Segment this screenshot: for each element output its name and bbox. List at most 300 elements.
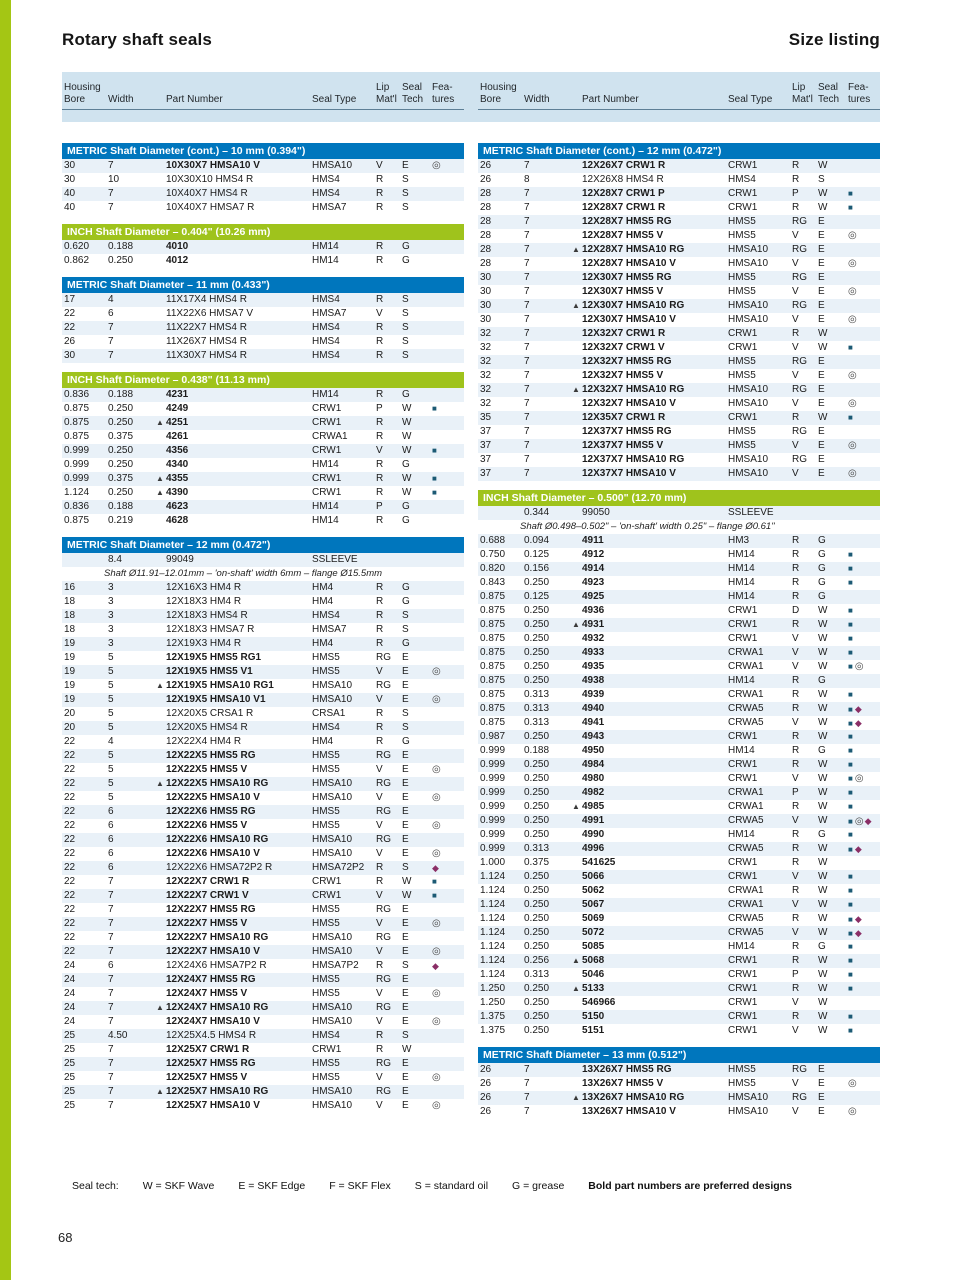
cell-lip: V: [792, 342, 799, 353]
table-row: [62, 240, 464, 254]
cell-part: [572, 660, 728, 674]
part-number: 5151: [582, 1025, 605, 1036]
feature-square-icon: ■: [848, 970, 853, 979]
table-row: [62, 959, 464, 973]
cell-tech: W: [818, 815, 828, 826]
cell-type: HMSA10: [728, 398, 769, 409]
column-header-bore: Housing Bore: [64, 82, 101, 105]
part-number: 11X22X6 HMSA7 V: [166, 308, 254, 319]
cell-width: 0.250: [524, 633, 550, 644]
cell-type: CRSA1: [312, 708, 346, 719]
cell-part: [156, 1071, 312, 1085]
table-row: [478, 870, 880, 884]
cell-bore: 30: [480, 286, 492, 297]
part-number: 546966: [582, 997, 616, 1008]
table-row: [62, 458, 464, 472]
cell-lip: RG: [376, 904, 391, 915]
cell-type: HMSA10: [312, 1016, 353, 1027]
part-number: 12X20X5 CRSA1 R: [166, 708, 254, 719]
cell-feat: [432, 777, 464, 791]
cell-part: [156, 472, 312, 486]
cell-bore: 1.375: [480, 1025, 506, 1036]
feature-square-icon: ■: [848, 956, 853, 965]
cell-width: 0.250: [108, 445, 134, 456]
part-number: 4933: [582, 647, 605, 658]
cell-bore: 0.862: [64, 255, 90, 266]
table-row: [478, 215, 880, 229]
cell-feat: [432, 637, 464, 651]
part-number: 12X32X7 HMS5 V: [582, 370, 664, 381]
cell-part: [156, 721, 312, 735]
cell-lip: V: [792, 661, 799, 672]
feature-double-circle-icon: ◎: [848, 370, 857, 381]
cell-bore: 22: [64, 904, 76, 915]
feature-double-circle-icon: ◎: [432, 988, 441, 999]
cell-part: [156, 707, 312, 721]
cell-bore: 0.688: [480, 535, 506, 546]
cell-width: 7: [108, 188, 114, 199]
cell-part: [156, 1001, 312, 1015]
cell-lip: V: [792, 815, 799, 826]
cell-type: CRW1: [728, 773, 758, 784]
part-number: 4950: [582, 745, 605, 756]
cell-tech: W: [818, 773, 828, 784]
cell-feat: [432, 917, 464, 931]
cell-bore: 28: [480, 230, 492, 241]
cell-bore: 28: [480, 258, 492, 269]
cell-feat: [432, 187, 464, 201]
cell-lip: RG: [376, 1002, 391, 1013]
cell-lip: R: [376, 610, 384, 621]
cell-feat: [432, 307, 464, 321]
cell-tech: S: [402, 862, 409, 873]
cell-feat: [432, 945, 464, 959]
cell-feat: [848, 996, 880, 1010]
cell-width: 7: [524, 328, 530, 339]
cell-tech: W: [402, 445, 412, 456]
cell-tech: E: [818, 398, 825, 409]
cell-type: CRW1: [728, 160, 758, 171]
cell-lip: V: [792, 871, 799, 882]
part-number: 12X25X7 HMS5 RG: [166, 1058, 256, 1069]
table-row: [478, 940, 880, 954]
cell-lip: R: [376, 876, 384, 887]
section-header-metric: METRIC Shaft Diameter – 11 mm (0.433"): [62, 277, 464, 293]
part-number: 4984: [582, 759, 605, 770]
cell-width: 5: [108, 764, 114, 775]
feature-square-icon: ■: [848, 578, 853, 587]
part-number: 4249: [166, 403, 189, 414]
table-row: [478, 884, 880, 898]
cell-bore: 22: [64, 890, 76, 901]
table-row: [478, 842, 880, 856]
feature-square-icon: ■: [848, 343, 853, 352]
cell-lip: P: [376, 403, 383, 414]
section-header-metric: METRIC Shaft Diameter (cont.) – 12 mm (0.472"): [478, 143, 880, 159]
cell-bore: 40: [64, 202, 76, 213]
cell-bore: 24: [64, 974, 76, 985]
cell-part: [156, 402, 312, 416]
cell-type: HM14: [312, 459, 339, 470]
cell-part: [156, 595, 312, 609]
cell-bore: 19: [64, 680, 76, 691]
cell-bore: 0.875: [64, 431, 90, 442]
feature-double-circle-icon: ◎: [432, 946, 441, 957]
table-row: [62, 1015, 464, 1029]
legend-item: S = standard oil: [414, 1180, 489, 1192]
cell-feat: [848, 940, 880, 954]
cell-tech: S: [402, 708, 409, 719]
triangle-marker-icon: ▲: [156, 488, 164, 497]
feature-diamond-icon: ◆: [854, 914, 862, 924]
cell-tech: E: [402, 1072, 409, 1083]
part-number: 12X22X4 HM4 R: [166, 736, 242, 747]
cell-bore: 32: [480, 384, 492, 395]
cell-type: CRWA5: [728, 843, 764, 854]
cell-tech: W: [402, 1044, 412, 1055]
part-number: 4940: [582, 703, 605, 714]
table-row: [62, 623, 464, 637]
cell-feat: [432, 819, 464, 833]
part-number: 12X30X7 HMS5 V: [582, 286, 664, 297]
cell-lip: R: [376, 487, 384, 498]
cell-width: 8: [524, 174, 530, 185]
table-row: [62, 791, 464, 805]
cell-type: HMS5: [728, 1078, 756, 1089]
cell-tech: S: [402, 174, 409, 185]
cell-tech: S: [402, 308, 409, 319]
cell-type: HMS5: [728, 230, 756, 241]
cell-part: [156, 500, 312, 514]
cell-bore: 25: [64, 1100, 76, 1111]
cell-feat: [432, 749, 464, 763]
cell-width: 7: [108, 1058, 114, 1069]
triangle-marker-icon: ▲: [156, 418, 164, 427]
cell-tech: E: [402, 778, 409, 789]
cell-part: [572, 688, 728, 702]
cell-tech: E: [402, 806, 409, 817]
cell-lip: V: [376, 890, 383, 901]
cell-tech: E: [402, 974, 409, 985]
cell-tech: S: [402, 294, 409, 305]
cell-lip: V: [376, 1016, 383, 1027]
part-number: 4980: [582, 773, 605, 784]
cell-type: CRW1: [728, 633, 758, 644]
cell-part: [156, 159, 312, 173]
cell-feat: [848, 646, 880, 660]
cell-part: [156, 805, 312, 819]
cell-feat: [848, 814, 880, 828]
cell-bore: 0.875: [480, 661, 506, 672]
cell-lip: V: [792, 314, 799, 325]
feature-diamond-icon: ◆: [864, 816, 872, 826]
cell-bore: 30: [64, 160, 76, 171]
cell-lip: R: [376, 255, 384, 266]
part-number: 4231: [166, 389, 189, 400]
cell-part: [156, 1015, 312, 1029]
legend-item: E = SKF Edge: [238, 1180, 306, 1192]
part-number: 10X40X7 HMSA7 R: [166, 202, 255, 213]
cell-feat: [848, 201, 880, 215]
triangle-marker-icon: ▲: [572, 1093, 580, 1102]
table-row: [62, 889, 464, 903]
part-number: 12X22X5 HMSA10 RG: [166, 778, 269, 789]
cell-part: [156, 416, 312, 430]
cell-width: 0.250: [524, 647, 550, 658]
cell-tech: W: [818, 647, 828, 658]
part-number: 12X25X4.5 HMS4 R: [166, 1030, 257, 1041]
cell-width: 0.313: [524, 843, 550, 854]
cell-lip: V: [792, 1106, 799, 1117]
cell-part: [572, 632, 728, 646]
table-row: [62, 903, 464, 917]
cell-part: [156, 173, 312, 187]
cell-part: [572, 173, 728, 187]
cell-type: HM14: [312, 515, 339, 526]
cell-tech: S: [402, 336, 409, 347]
cell-feat: [432, 693, 464, 707]
cell-bore: 26: [480, 1064, 492, 1075]
cell-width: 0.250: [524, 577, 550, 588]
part-number: 13X26X7 HMS5 V: [582, 1078, 664, 1089]
cell-width: 8.4: [108, 554, 122, 565]
cell-part: [572, 397, 728, 411]
cell-width: 0.250: [524, 941, 550, 952]
cell-part: [156, 486, 312, 500]
cell-bore: 1.124: [480, 913, 506, 924]
cell-lip: [792, 506, 818, 520]
cell-type: HMS5: [312, 918, 340, 929]
cell-feat: [848, 912, 880, 926]
cell-part: [156, 240, 312, 254]
cell-width: 0.313: [524, 703, 550, 714]
part-number: 12X32X7 CRW1 R: [582, 328, 666, 339]
cell-type: CRW1: [728, 328, 758, 339]
cell-tech: W: [818, 801, 828, 812]
cell-feat: [848, 618, 880, 632]
cell-tech: E: [818, 356, 825, 367]
cell-width: 0.250: [524, 787, 550, 798]
cell-width: 0.250: [524, 1025, 550, 1036]
feature-double-circle-icon: ◎: [848, 468, 857, 479]
cell-part: [156, 917, 312, 931]
cell-lip: V: [792, 398, 799, 409]
cell-width: 7: [524, 1064, 530, 1075]
table-row: [478, 243, 880, 257]
feature-square-icon: ■: [848, 1012, 853, 1021]
part-number: 12X28X7 HMSA10 V: [582, 258, 676, 269]
triangle-marker-icon: ▲: [156, 681, 164, 690]
cell-part: [572, 1010, 728, 1024]
part-number: 12X25X7 HMSA10 RG: [166, 1086, 269, 1097]
cell-bore: 1.124: [480, 899, 506, 910]
cell-lip: V: [792, 1078, 799, 1089]
table-row: [62, 847, 464, 861]
cell-feat: [432, 430, 464, 444]
part-number: 4941: [582, 717, 605, 728]
cell-lip: R: [792, 591, 800, 602]
cell-bore: 20: [64, 708, 76, 719]
feature-square-icon: ■: [848, 606, 853, 615]
part-number: 12X18X3 HMS4 R: [166, 610, 248, 621]
cell-tech: E: [818, 440, 825, 451]
cell-type: HMSA10: [312, 160, 353, 171]
triangle-marker-icon: ▲: [572, 301, 580, 310]
cell-tech: W: [402, 431, 412, 442]
cell-tech: W: [818, 857, 828, 868]
table-row: [478, 744, 880, 758]
cell-feat: [432, 791, 464, 805]
cell-type: CRWA1: [728, 885, 764, 896]
cell-bore: 1.375: [480, 1011, 506, 1022]
cell-width: 0.156: [524, 563, 550, 574]
feature-square-icon: ■: [848, 189, 853, 198]
cell-bore: 1.124: [64, 487, 90, 498]
cell-tech: E: [402, 1016, 409, 1027]
feature-double-circle-icon: ◎: [432, 792, 441, 803]
cell-width: 0.250: [524, 899, 550, 910]
cell-type: HM14: [312, 389, 339, 400]
table-row: [62, 875, 464, 889]
cell-feat: [848, 271, 880, 285]
cell-width: 5: [108, 680, 114, 691]
part-number: 11X30X7 HMS4 R: [166, 350, 247, 361]
cell-bore: 0.999: [480, 787, 506, 798]
cell-part: [572, 383, 728, 397]
table-row: [478, 411, 880, 425]
cell-feat: [432, 987, 464, 1001]
triangle-marker-icon: ▲: [156, 1003, 164, 1012]
feature-square-icon: ■: [432, 446, 437, 455]
shaft-sleeve-note: Shaft Ø0.498–0.502" – 'on-shaft' width 0.25" – flange Ø0.61": [520, 521, 775, 532]
part-number: 12X25X7 HMSA10 V: [166, 1100, 260, 1111]
feature-double-circle-icon: ◎: [848, 258, 857, 269]
cell-bore: 18: [64, 596, 76, 607]
cell-bore: 0.999: [64, 445, 90, 456]
column-header-tech: Seal Tech: [818, 82, 840, 105]
cell-width: 7: [108, 1086, 114, 1097]
cell-tech: W: [818, 843, 828, 854]
part-number: 4340: [166, 459, 189, 470]
cell-type: CRWA1: [312, 431, 348, 442]
cell-type: HMS4: [312, 294, 340, 305]
cell-feat: [848, 982, 880, 996]
cell-tech: G: [818, 535, 826, 546]
cell-part: [572, 425, 728, 439]
cell-bore: 1.124: [480, 941, 506, 952]
cell-type: HMSA7: [312, 624, 347, 635]
cell-bore: 22: [64, 862, 76, 873]
cell-type: CRW1: [728, 1011, 758, 1022]
cell-bore: 22: [64, 308, 76, 319]
cell-width: 0.250: [108, 459, 134, 470]
cell-feat: [432, 721, 464, 735]
cell-tech: E: [818, 426, 825, 437]
cell-feat: [432, 201, 464, 215]
cell-feat: [848, 1105, 880, 1119]
cell-part: [572, 926, 728, 940]
cell-width: 0.219: [108, 515, 134, 526]
cell-lip: V: [792, 370, 799, 381]
cell-part: [572, 548, 728, 562]
cell-part: [156, 903, 312, 917]
cell-lip: R: [376, 188, 384, 199]
cell-width: 0.313: [524, 717, 550, 728]
cell-type: HMS5: [728, 286, 756, 297]
cell-lip: RG: [792, 216, 807, 227]
cell-feat: [432, 1057, 464, 1071]
cell-part: [572, 576, 728, 590]
cell-type: HMS4: [312, 610, 340, 621]
feature-square-icon: ■: [848, 1026, 853, 1035]
cell-part: [572, 940, 728, 954]
cell-type: HMSA10: [728, 1092, 769, 1103]
table-row: [62, 693, 464, 707]
part-number: 12X30X7 HMSA10 RG: [582, 300, 685, 311]
cell-lip: R: [792, 619, 800, 630]
cell-lip: R: [792, 675, 800, 686]
feature-square-icon: ■: [848, 564, 853, 573]
cell-width: 7: [108, 160, 114, 171]
table-row: [478, 313, 880, 327]
cell-type: CRW1: [728, 1025, 758, 1036]
cell-tech: W: [818, 633, 828, 644]
cell-type: CRWA5: [728, 913, 764, 924]
cell-feat: [848, 439, 880, 453]
cell-bore: 19: [64, 652, 76, 663]
cell-part: [572, 341, 728, 355]
cell-type: HM14: [728, 829, 755, 840]
part-number: 4936: [582, 605, 605, 616]
cell-bore: 37: [480, 454, 492, 465]
cell-tech: W: [818, 661, 828, 672]
cell-bore: 26: [480, 160, 492, 171]
column-header-group-left: [62, 82, 464, 110]
cell-part: [572, 716, 728, 730]
cell-feat: [848, 243, 880, 257]
cell-bore: 25: [64, 1058, 76, 1069]
cell-tech: S: [402, 722, 409, 733]
feature-double-circle-icon: ◎: [432, 694, 441, 705]
cell-feat: [432, 609, 464, 623]
cell-width: 0.250: [524, 927, 550, 938]
cell-feat: [848, 590, 880, 604]
cell-lip: RG: [376, 652, 391, 663]
cell-tech: E: [818, 468, 825, 479]
cell-type: HMS5: [728, 370, 756, 381]
part-number: 4938: [582, 675, 605, 686]
cell-width: 6: [108, 960, 114, 971]
cell-part: [572, 758, 728, 772]
part-number: 12X24X7 HMS5 RG: [166, 974, 256, 985]
table-row: [62, 1085, 464, 1099]
cell-tech: W: [818, 202, 828, 213]
feature-square-icon: ■: [848, 802, 853, 811]
cell-bore: 24: [64, 1002, 76, 1013]
part-number: 12X22X6 HMSA72P2 R: [166, 862, 273, 873]
part-number: 12X30X7 HMSA10 V: [582, 314, 676, 325]
cell-lip: V: [376, 848, 383, 859]
cell-feat: [432, 1015, 464, 1029]
cell-part: [572, 1063, 728, 1077]
part-number: 12X20X5 HMS4 R: [166, 722, 248, 733]
cell-tech: W: [818, 1011, 828, 1022]
table-row: [62, 665, 464, 679]
cell-part: [156, 973, 312, 987]
part-number: 4012: [166, 255, 189, 266]
table-row: [62, 1001, 464, 1015]
cell-width: 6: [108, 820, 114, 831]
